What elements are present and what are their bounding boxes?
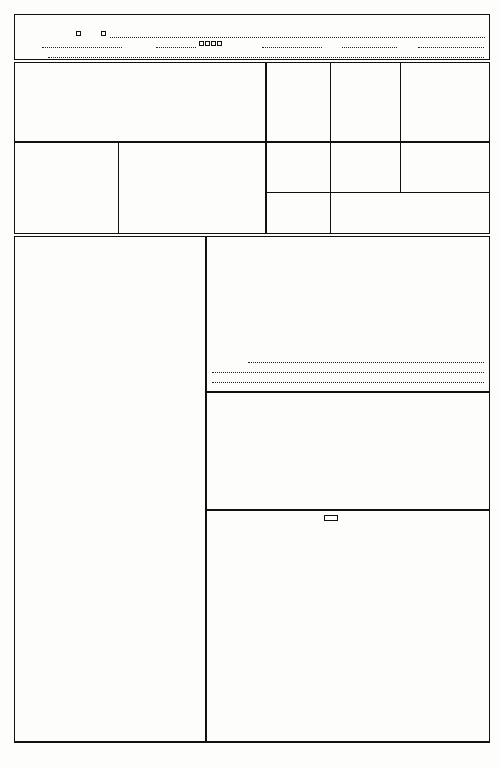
descripcion-line-3[interactable] [212,382,484,383]
hora-field[interactable] [418,47,484,48]
descripcion-line-2[interactable] [212,372,484,373]
cp-box-2[interactable] [205,41,210,46]
divider [400,142,401,192]
divider [14,742,490,743]
cp-box-4[interactable] [217,41,222,46]
rectangulos-section [206,510,490,742]
divider [118,142,119,234]
fecha-header-field[interactable] [342,47,397,48]
provincia-field[interactable] [48,57,484,58]
ruta-prov-checkbox[interactable] [101,31,106,36]
transitaba-section [14,62,266,142]
divider [400,62,401,142]
cp-field[interactable] [262,47,322,48]
detalle-section [206,236,490,392]
vehiculos-section [14,236,206,742]
tiempo-section [266,62,490,142]
nkm-field[interactable] [42,47,122,48]
cp-box-3[interactable] [211,41,216,46]
figuras-section [206,392,490,510]
rect-legend-box [324,515,338,521]
divider [330,142,331,234]
cp-box-1[interactable] [199,41,204,46]
divider [330,62,331,142]
accidente-section [14,142,266,234]
senalizacion-section [266,142,490,234]
descripcion-line-1[interactable] [248,362,484,363]
localidad-field[interactable] [156,47,196,48]
calle-field[interactable] [110,37,485,38]
ruta-nac-checkbox[interactable] [76,31,81,36]
divider [266,192,490,193]
